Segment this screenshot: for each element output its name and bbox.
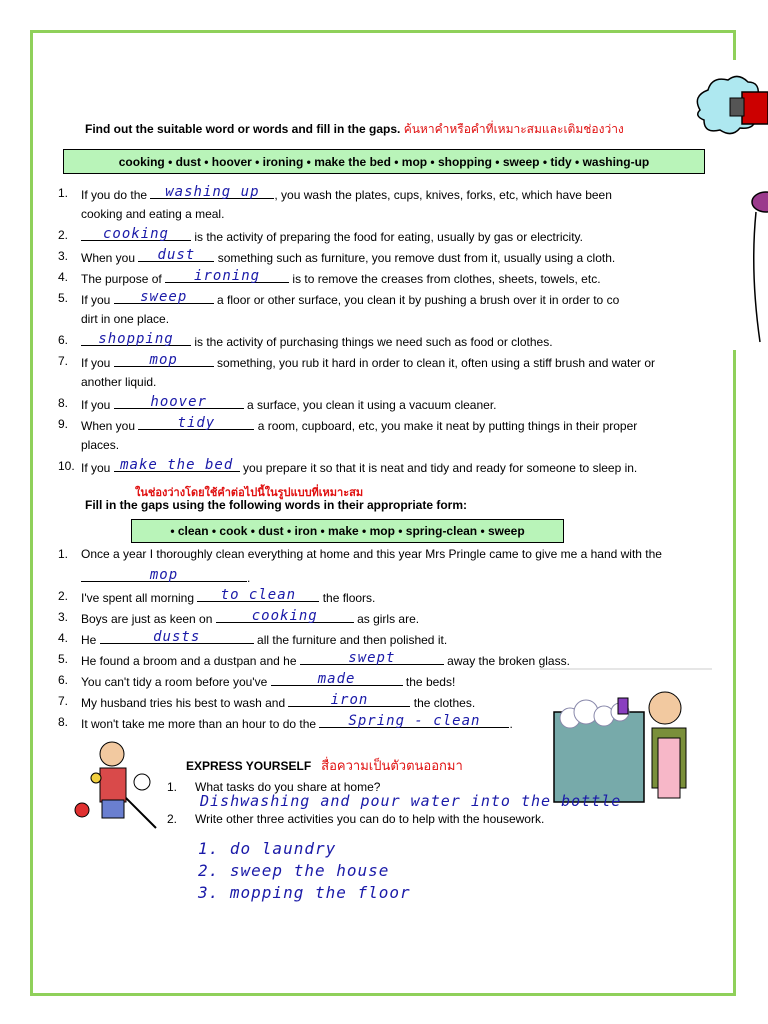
handwritten-answer: dusts — [153, 629, 201, 645]
sentence-end: a surface, you clean it using a vacuum cleaner. — [243, 398, 497, 412]
sentence-end: the beds! — [402, 675, 456, 689]
handwritten-answer: tidy — [177, 415, 216, 431]
item-sentence — [81, 417, 637, 433]
item-number: 9. — [58, 417, 69, 431]
answer-blank[interactable] — [100, 631, 254, 644]
item-sentence — [81, 228, 583, 244]
sentence-continuation: places. — [81, 438, 120, 452]
handwritten-answer: Spring - clean — [348, 713, 481, 729]
item-number: 10. — [58, 459, 75, 473]
handwritten-answer: swept — [348, 650, 396, 666]
express-thai: สื่อความเป็นตัวตนออกมา — [321, 758, 463, 773]
handwritten-answer: sweep — [140, 289, 188, 305]
item-number: 6. — [58, 333, 69, 347]
handwritten-answer: mop — [149, 567, 179, 583]
sentence-start: When you — [81, 419, 139, 433]
answer-blank[interactable] — [138, 249, 214, 262]
answer-blank[interactable] — [138, 417, 254, 430]
sentence-end: the floors. — [319, 591, 376, 605]
sentence-start: The purpose of — [81, 272, 166, 286]
handwritten-answer: made — [317, 671, 356, 687]
section2-thai: ในช่องว่างโดยใช้คำต่อไปนี้ในรูปแบบที่เหมาะสม — [135, 487, 364, 499]
item-sentence — [81, 354, 655, 370]
sentence-start: If you — [81, 356, 114, 370]
item-number: 2. — [58, 589, 69, 603]
q1-text: What tasks do you share at home? — [195, 780, 381, 794]
sentence-start: He — [81, 633, 100, 647]
answer-blank[interactable] — [271, 673, 403, 686]
item-sentence — [81, 270, 601, 286]
handwritten-answer: make the bed — [120, 457, 234, 473]
q2-answer-1[interactable]: 1. do laundry — [198, 839, 337, 858]
sentence-start: My husband tries his best to wash and — [81, 696, 289, 710]
item-sentence — [81, 186, 612, 202]
item-sentence-cont — [81, 569, 250, 585]
item-sentence: Once a year I thoroughly clean everything at home and this year Mrs Pringle came to give me a hand with the — [81, 547, 662, 561]
sentence-continuation: dirt in one place. — [81, 312, 170, 326]
sentence-start: You can't tidy a room before you've — [81, 675, 271, 689]
answer-blank[interactable] — [114, 459, 240, 472]
item-number: 5. — [58, 291, 69, 305]
item-sentence — [81, 610, 419, 626]
item-number: 8. — [58, 715, 69, 729]
word-bank-1: cooking • dust • hoover • ironing • make the bed • mop • shopping • sweep • tidy • washing-up — [63, 149, 705, 174]
answer-blank[interactable] — [114, 354, 214, 367]
sentence-end: a room, cupboard, etc, you make it neat by putting things in their proper — [254, 419, 638, 433]
item-sentence — [81, 291, 619, 307]
answer-blank[interactable] — [81, 569, 247, 582]
sentence-continuation: another liquid. — [81, 375, 157, 389]
item-number: 6. — [58, 673, 69, 687]
item-number: 3. — [58, 249, 69, 263]
item-sentence — [81, 249, 615, 265]
q2-number: 2. — [167, 812, 178, 826]
answer-blank[interactable] — [81, 228, 191, 241]
answer-blank[interactable] — [300, 652, 444, 665]
handwritten-answer: shopping — [98, 331, 174, 347]
answer-blank[interactable] — [216, 610, 354, 623]
item-number: 2. — [58, 228, 69, 242]
exercise-title — [85, 120, 624, 139]
handwritten-answer: iron — [330, 692, 369, 708]
item-number: 3. — [58, 610, 69, 624]
figure-clipart-icon — [744, 188, 768, 348]
item-number: 8. — [58, 396, 69, 410]
handwritten-answer: hoover — [150, 394, 207, 410]
handwritten-answer: to clean — [220, 587, 297, 603]
item-number: 7. — [58, 694, 69, 708]
sentence-end: is the activity of purchasing things we need such as food or clothes. — [191, 335, 553, 349]
sentence-continuation: cooking and eating a meal. — [81, 207, 225, 221]
sentence-start: If you — [81, 398, 114, 412]
sentence-start: If you do the — [81, 188, 151, 202]
item-number: 1. — [58, 186, 69, 200]
sentence-end: , you wash the plates, cups, knives, forks, etc, which have been — [274, 188, 612, 202]
sentence-end: something, you rub it hard in order to clean it, often using a stiff brush and water or — [213, 356, 656, 370]
item-sentence — [81, 333, 553, 349]
q2-answer-2[interactable]: 2. sweep the house — [198, 861, 390, 880]
sentence-start: Boys are just as keen on — [81, 612, 216, 626]
title-thai: ค้นหาคำหรือคำที่เหมาะสมและเติมช่องว่าง — [403, 122, 624, 136]
sentence-end: something such as furniture, you remove dust from it, usually using a cloth. — [214, 251, 616, 265]
item-sentence — [81, 652, 570, 668]
sentence-end: . — [247, 571, 251, 585]
handwritten-answer: ironing — [194, 268, 261, 284]
sentence-end: away the broken glass. — [443, 654, 570, 668]
busy-man-clipart-icon — [72, 738, 164, 834]
handwritten-answer: cooking — [251, 608, 318, 624]
answer-blank[interactable] — [114, 291, 214, 304]
sentence-end: a floor or other surface, you clean it by pushing a brush over it in order to co — [213, 293, 620, 307]
item-number: 5. — [58, 652, 69, 666]
sentence-start: He found a broom and a dustpan and he — [81, 654, 300, 668]
q2-answer-3[interactable]: 3. mopping the floor — [198, 883, 411, 902]
handwritten-answer: dust — [157, 247, 196, 263]
item-sentence — [81, 694, 475, 710]
answer-blank[interactable] — [288, 694, 410, 707]
answer-blank[interactable] — [319, 715, 509, 728]
item-sentence — [81, 396, 497, 412]
sentence-end: all the furniture and then polished it. — [253, 633, 448, 647]
word-bank-2: • clean • cook • dust • iron • make • mop • spring-clean • sweep — [131, 519, 564, 543]
answer-blank[interactable] — [81, 333, 191, 346]
sentence-start: It won't take me more than an hour to do the — [81, 717, 320, 731]
item-number: 4. — [58, 270, 69, 284]
sentence-end: the clothes. — [410, 696, 476, 710]
answer-blank[interactable] — [150, 186, 274, 199]
title-english: Find out the suitable word or words and fill in the gaps. — [85, 122, 401, 136]
sentence-end: is to remove the creases from clothes, sheets, towels, etc. — [289, 272, 601, 286]
answer-blank[interactable] — [165, 270, 289, 283]
sentence-end: as girls are. — [353, 612, 420, 626]
handwritten-answer: cooking — [102, 226, 169, 242]
handwritten-answer: mop — [149, 352, 178, 368]
sentence-end: you prepare it so that it is neat and tidy and ready for someone to sleep in. — [239, 461, 638, 475]
q1-number: 1. — [167, 780, 178, 794]
item-number: 1. — [58, 547, 69, 561]
sentence-start: If you — [81, 461, 114, 475]
item-number: 4. — [58, 631, 69, 645]
washing-man-clipart-icon — [540, 668, 712, 806]
iron-clipart-icon — [690, 70, 768, 150]
sentence-end: . — [509, 717, 513, 731]
section2-instruction: Fill in the gaps using the following words in their appropriate form: — [85, 498, 468, 512]
handwritten-answer: washing up — [165, 184, 260, 200]
q2-text: Write other three activities you can do to help with the housework. — [195, 812, 545, 826]
item-sentence — [81, 589, 375, 605]
item-sentence — [81, 459, 637, 475]
item-sentence — [81, 631, 447, 647]
q1-answer[interactable]: Dishwashing and pour water into the bottle — [200, 792, 622, 810]
sentence-end: is the activity of preparing the food for eating, usually by gas or electricity. — [191, 230, 583, 244]
sentence-start: When you — [81, 251, 139, 265]
express-yourself-heading — [186, 755, 463, 776]
sentence-start: If you — [81, 293, 114, 307]
answer-blank[interactable] — [114, 396, 244, 409]
item-sentence — [81, 715, 513, 731]
express-title: EXPRESS YOURSELF — [186, 759, 312, 773]
page-border — [30, 30, 736, 996]
sentence-start: I've spent all morning — [81, 591, 198, 605]
item-sentence — [81, 673, 455, 689]
answer-blank[interactable] — [197, 589, 319, 602]
item-number: 7. — [58, 354, 69, 368]
